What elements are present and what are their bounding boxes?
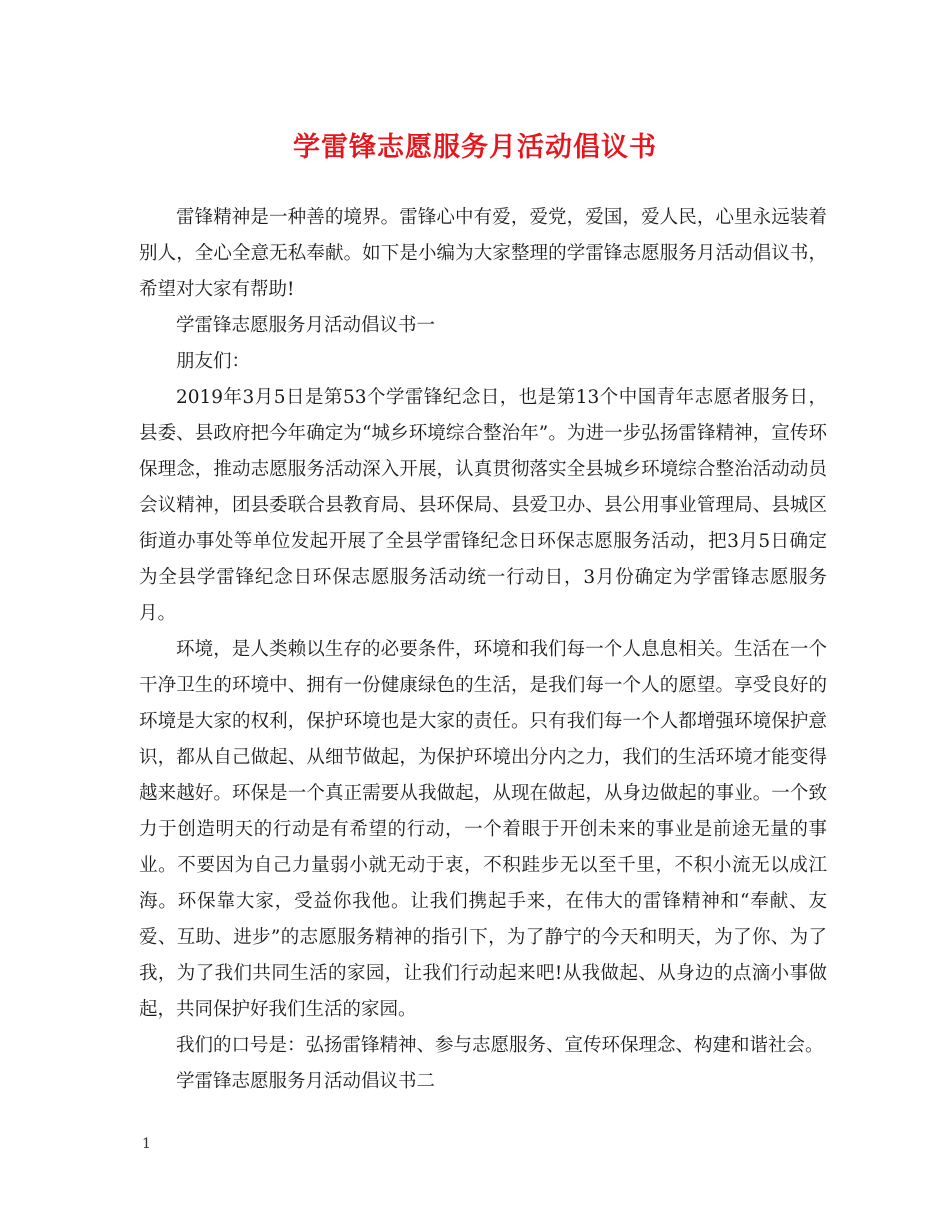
body-paragraph: 环境，是人类赖以生存的必要条件，环境和我们每一个人息息相关。生活在一个干净卫生的环境中、拥有一份健康绿色的生活，是我们每一个人的愿望。享受良好的环境是大家的权利，保护环境也是大家的责任。只有我们每一个人都增强环境保护意识，都从自己做起、从细节做起，为保护环境出分内之力，我们的生活环境才能变得越来越好。环保是一个真正需要从我做起，从现在做起，从身边做起的事业。一个致力于创造明天的行动是有希望的行动，一个着眼于开创未来的事业是前途无量的事业。不要因为自己力量弱小就无动于衷，不积跬步无以至千里，不积小流无以成江海。环保靠大家，受益你我他。让我们携起手来，在伟大的雷锋精神和“奉献、友爱、互助、进步”的志愿服务精神的指引下，为了静宁的今天和明天，为了你、为了我，为了我们共同生活的家园，让我们行动起来吧!从我做起、从身边的点滴小事做起，共同保护好我们生活的家园。 [139, 639, 827, 1020]
intro-paragraph: 雷锋精神是一种善的境界。雷锋心中有爱，爱党，爱国，爱人民，心里永远装着别人，全心全意无私奉献。如下是小编为大家整理的学雷锋志愿服务月活动倡议书，希望对大家有帮助! [139, 207, 827, 300]
document-title: 学雷锋志愿服务月活动倡议书 [293, 132, 657, 163]
page-number: 1 [142, 1136, 151, 1152]
salutation: 朋友们： [176, 351, 251, 372]
section-heading-one: 学雷锋志愿服务月活动倡议书一 [176, 315, 436, 336]
body-paragraph: 2019年3月5日是第53个学雷锋纪念日，也是第13个中国青年志愿者服务日，县委、县政府把今年确定为“城乡环境综合整治年”。为进一步弘扬雷锋精神，宣传环保理念，推动志愿服务活动深入开展，认真贯彻落实全县城乡环境综合整治活动动员会议精神，团县委联合县教育局、县环保局、县爱卫办、县公用事业管理局、县城区街道办事处等单位发起开展了全县学雷锋纪念日环保志愿服务活动，把3月5日确定为全县学雷锋纪念日环保志愿服务活动统一行动日，3月份确定为学雷锋志愿服务月。 [139, 387, 827, 624]
section-heading-two: 学雷锋志愿服务月活动倡议书二 [176, 1071, 436, 1092]
slogan-paragraph: 我们的口号是：弘扬雷锋精神、参与志愿服务、宣传环保理念、构建和谐社会。 [176, 1035, 824, 1056]
document-body [139, 200, 827, 1100]
